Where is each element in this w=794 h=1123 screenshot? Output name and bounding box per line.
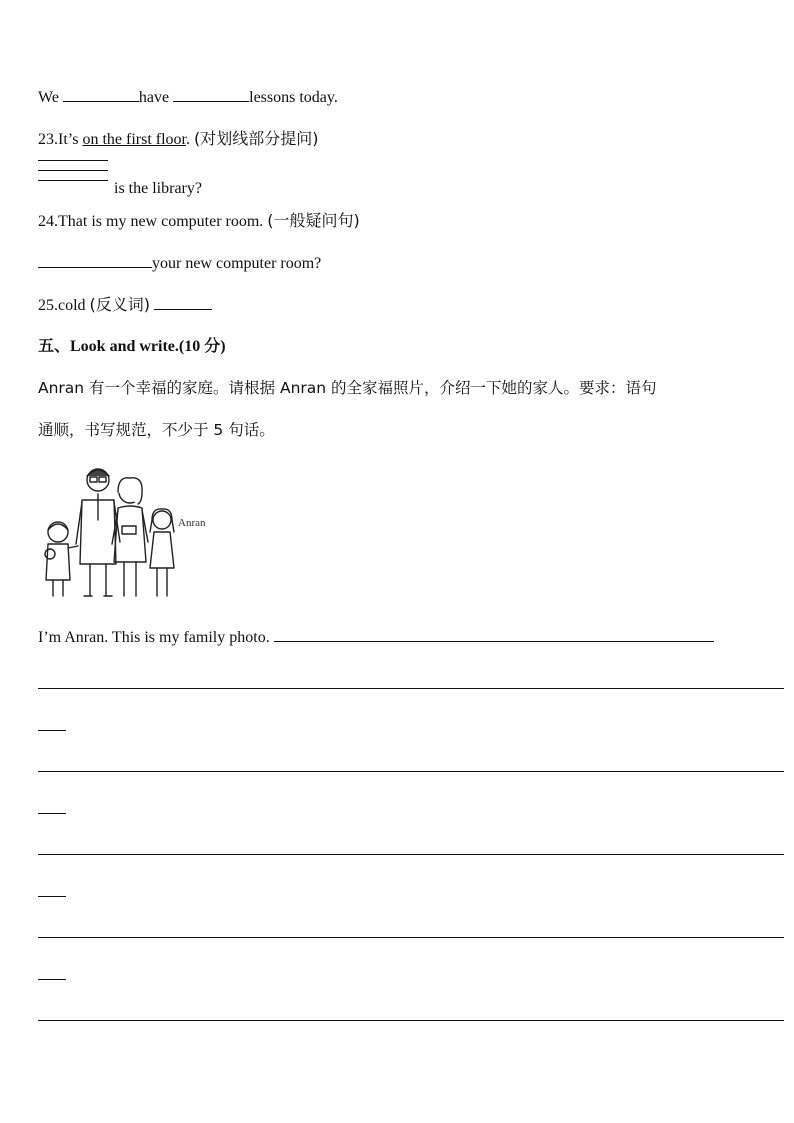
writing-line[interactable] [38,854,784,855]
question-text-post: . [186,131,190,148]
question-24-answer-line [38,253,321,274]
question-hint: (对划线部分提问) [194,129,319,148]
writing-start-line [38,627,714,648]
answer-blank[interactable] [154,295,212,310]
question-text: cold [58,297,86,314]
answer-tail: your new computer room? [152,255,322,272]
question-number: 24. [38,213,58,230]
answer-blank[interactable] [38,253,152,268]
question-hint: (一般疑问句) [267,211,360,230]
question-hint: (反义词) [89,295,151,314]
question-text-pre: It’s [58,131,79,148]
writing-line[interactable] [38,937,784,938]
section-title: 五、Look and write.(10 分) [38,338,226,355]
anran-label: Anran [178,517,206,529]
underlined-phrase: on the first floor [82,131,186,148]
blank-1[interactable] [63,87,139,102]
blank-2[interactable] [173,87,249,102]
writing-line[interactable] [38,771,784,772]
word-lessons: lessons today. [249,89,338,106]
question-23 [38,129,319,150]
writing-start-text: I’m Anran. This is my family photo. [38,629,270,646]
writing-line[interactable] [38,1020,784,1021]
question-25 [38,295,212,316]
answer-blank-stack[interactable] [38,160,108,190]
writing-line-tail[interactable] [38,979,66,980]
section-instruction-line1: Anran 有一个幸福的家庭。请根据 Anran 的全家福照片，介绍一下她的家人。要求：语句 [38,379,657,397]
section-instruction-line2: 通顺，书写规范，不少于 5 句话。 [38,421,275,439]
writing-line-tail[interactable] [38,730,66,731]
question-text: That is my new computer room. [58,213,264,230]
question-24 [38,211,360,232]
question-number: 23. [38,131,58,148]
word-we: We [38,89,59,106]
writing-blank[interactable] [274,627,714,642]
question-23-answer-tail: is the library? [114,180,202,197]
question-number: 25. [38,297,58,314]
question-22-answer-line [38,87,338,108]
writing-line[interactable] [38,688,784,689]
writing-line-tail[interactable] [38,813,66,814]
writing-line-tail[interactable] [38,896,66,897]
word-have: have [138,89,170,106]
family-photo-illustration [38,462,218,604]
